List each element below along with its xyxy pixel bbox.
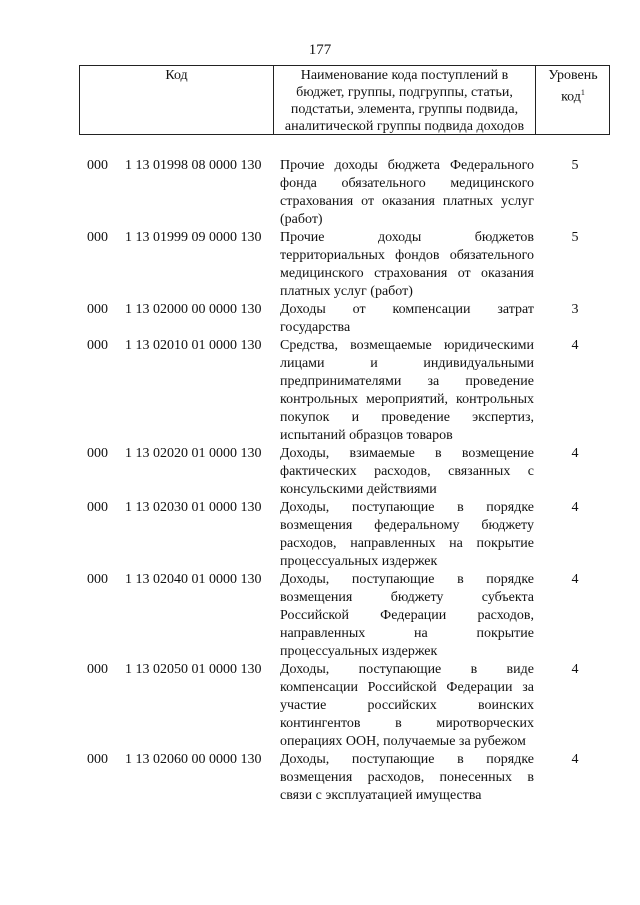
revenue-code: 1 13 02010 01 0000 130 bbox=[125, 338, 262, 353]
table-row bbox=[79, 445, 610, 499]
admin-code: 000 bbox=[87, 662, 108, 677]
table-row bbox=[79, 337, 610, 445]
revenue-name: Доходы, поступающие в порядке возмещения бюджету субъекта Российской Федерации расходов, направленных на покрытие процессуальных издержек bbox=[280, 572, 534, 659]
level-code: 4 bbox=[571, 752, 579, 767]
revenue-code: 1 13 02030 01 0000 130 bbox=[125, 500, 262, 515]
admin-code: 000 bbox=[87, 158, 108, 173]
level-code: 4 bbox=[571, 572, 579, 587]
table-row bbox=[79, 661, 610, 751]
revenue-code: 1 13 02050 01 0000 130 bbox=[125, 662, 262, 677]
level-code: 4 bbox=[571, 500, 579, 515]
header-name: Наименование кода поступлений в бюджет, группы, подгруппы, статьи, подстатьи, элемента, группы подвида, аналитической группы подвида доходов bbox=[274, 66, 536, 134]
level-code: 5 bbox=[571, 158, 579, 173]
revenue-name: Доходы от компенсации затрат государства bbox=[280, 302, 534, 335]
level-code: 4 bbox=[571, 662, 579, 677]
header-code: Код bbox=[80, 66, 274, 134]
admin-code: 000 bbox=[87, 500, 108, 515]
admin-code: 000 bbox=[87, 230, 108, 245]
level-code: 5 bbox=[571, 230, 579, 245]
revenue-code: 1 13 01999 09 0000 130 bbox=[125, 230, 262, 245]
table-row bbox=[79, 499, 610, 571]
admin-code: 000 bbox=[87, 338, 108, 353]
table-row bbox=[79, 157, 610, 229]
revenue-code: 1 13 02060 00 0000 130 bbox=[125, 752, 262, 767]
level-code: 4 bbox=[571, 446, 579, 461]
revenue-name: Доходы, поступающие в виде компенсации Российской Федерации за участие российских воинских контингентов в миротворческих операциях ООН, получаемые за рубежом bbox=[280, 662, 534, 749]
revenue-code: 1 13 02020 01 0000 130 bbox=[125, 446, 262, 461]
table-row bbox=[79, 229, 610, 301]
revenue-name: Доходы, поступающие в порядке возмещения федеральному бюджету расходов, направленных на покрытие процессуальных издержек bbox=[280, 500, 534, 569]
table-row bbox=[79, 751, 610, 805]
footnote-marker: 1 bbox=[580, 88, 585, 97]
revenue-name: Доходы, поступающие в порядке возмещения расходов, понесенных в связи с эксплуатацией имущества bbox=[280, 752, 534, 803]
header-level-label: Уровень код bbox=[548, 68, 598, 105]
admin-code: 000 bbox=[87, 572, 108, 587]
page-number: 177 bbox=[308, 42, 332, 58]
level-code: 3 bbox=[571, 302, 579, 317]
revenue-name: Средства, возмещаемые юридическими лицами и индивидуальными предпринимателями за проведение контрольных мероприятий, контрольных покупок и проведение экспертиз, испытаний образцов товаров bbox=[280, 338, 534, 443]
admin-code: 000 bbox=[87, 446, 108, 461]
revenue-code: 1 13 02040 01 0000 130 bbox=[125, 572, 262, 587]
admin-code: 000 bbox=[87, 752, 108, 767]
admin-code: 000 bbox=[87, 302, 108, 317]
revenue-name: Прочие доходы бюджетов территориальных фондов обязательного медицинского страхования от оказания платных услуг (работ) bbox=[280, 230, 534, 299]
revenue-code: 1 13 02000 00 0000 130 bbox=[125, 302, 262, 317]
table-row bbox=[79, 571, 610, 661]
table-header bbox=[79, 65, 610, 135]
table-row bbox=[79, 301, 610, 337]
level-code: 4 bbox=[571, 338, 579, 353]
revenue-name: Прочие доходы бюджета Федерального фонда обязательного медицинского страхования от оказания платных услуг (работ) bbox=[280, 158, 534, 227]
header-level bbox=[536, 66, 610, 134]
table-body bbox=[79, 157, 610, 805]
revenue-name: Доходы, взимаемые в возмещение фактических расходов, связанных с консульскими действиями bbox=[280, 446, 534, 497]
revenue-code: 1 13 01998 08 0000 130 bbox=[125, 158, 262, 173]
